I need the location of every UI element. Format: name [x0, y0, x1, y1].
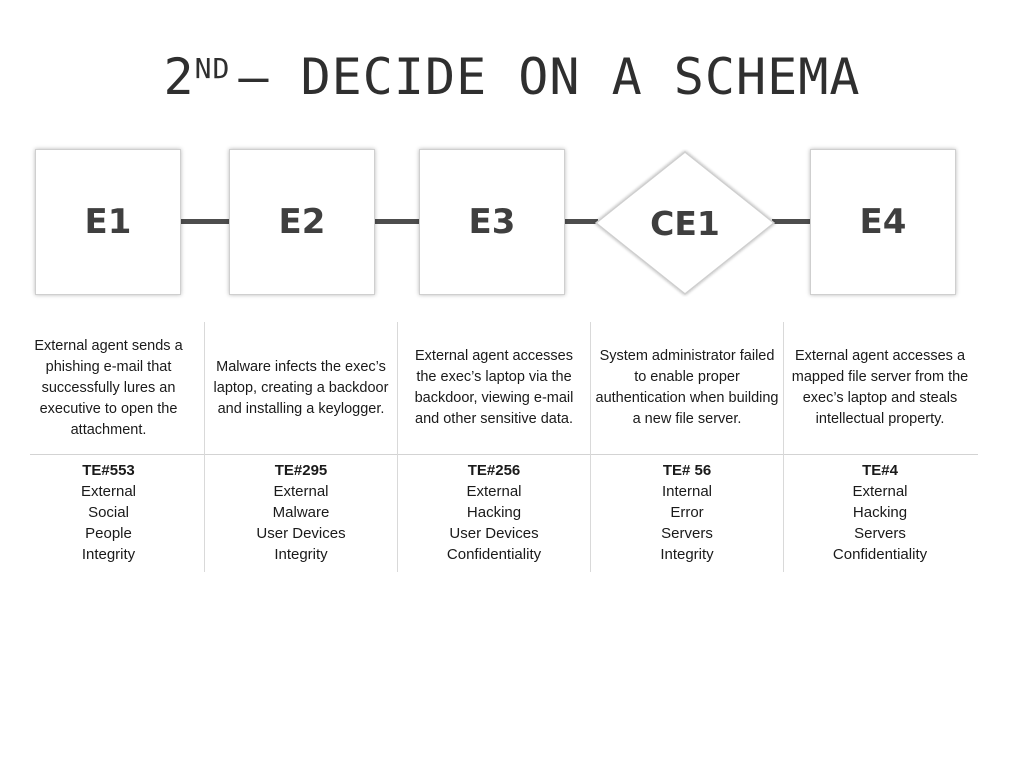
- tag-action: Hacking: [466, 504, 522, 521]
- tag-action: Social: [88, 504, 129, 521]
- node-e2: [229, 149, 375, 295]
- tag-actor: External: [80, 483, 137, 500]
- column-e2: [204, 322, 397, 572]
- tag-asset: User Devices: [256, 525, 346, 542]
- tags-e1: [12, 460, 205, 565]
- title-number: 2: [163, 48, 195, 106]
- tag-asset: People: [85, 525, 132, 542]
- description-ce1: [591, 322, 783, 454]
- description-e3: [398, 322, 590, 454]
- tag-attribute: Integrity: [274, 546, 328, 563]
- te-id: TE#4: [862, 462, 898, 479]
- node-ce1-label: CE1: [650, 203, 720, 243]
- node-e3-label: E3: [468, 202, 516, 242]
- te-id: TE# 56: [662, 462, 712, 479]
- description-e1: [12, 322, 205, 454]
- connector-ce1-e4: [772, 219, 812, 224]
- tags-e3: [398, 460, 590, 565]
- description-text: External agent accesses the exec’s laptop via the backdoor, viewing e-mail and other sensitive data.: [414, 348, 574, 427]
- tag-asset: Servers: [854, 525, 906, 542]
- title-text: – DECIDE ON A SCHEMA: [238, 48, 861, 106]
- tag-actor: External: [852, 483, 908, 500]
- description-text: External agent sends a phishing e-mail that successfully lures an executive to open the attachment.: [34, 337, 183, 438]
- tag-attribute: Integrity: [660, 546, 714, 563]
- tag-attribute: Confidentiality: [446, 546, 542, 563]
- te-id: TE#295: [274, 462, 328, 479]
- column-e3: [397, 322, 590, 572]
- tag-asset: User Devices: [449, 525, 539, 542]
- tags-e2: [205, 460, 397, 565]
- node-e1-label: E1: [84, 202, 132, 242]
- tags-e4: [784, 460, 976, 565]
- node-e2-label: E2: [278, 202, 326, 242]
- node-e4: [810, 149, 956, 295]
- node-e3: [419, 149, 565, 295]
- tag-attribute: Integrity: [81, 546, 136, 563]
- column-e4: [783, 322, 976, 572]
- tag-asset: Servers: [661, 525, 713, 542]
- description-text: External agent accesses a mapped file server from the exec’s laptop and steals intellectual property.: [791, 348, 969, 427]
- node-ce1: [593, 149, 777, 297]
- tag-attribute: Confidentiality: [832, 546, 928, 563]
- node-e1: [35, 149, 181, 295]
- connector-e1-e2: [180, 219, 232, 224]
- te-id: TE#256: [467, 462, 521, 479]
- tag-action: Hacking: [852, 504, 908, 521]
- tag-action: Malware: [272, 504, 330, 521]
- column-e1: [12, 322, 205, 572]
- description-text: System administrator failed to enable proper authentication when building a new file server.: [595, 348, 779, 427]
- tag-actor: External: [466, 483, 522, 500]
- column-ce1: [590, 322, 783, 572]
- node-e4-label: E4: [859, 202, 907, 242]
- description-e4: [784, 322, 976, 454]
- connector-e2-e3: [374, 219, 422, 224]
- description-text: Malware infects the exec’s laptop, creating a backdoor and installing a keylogger.: [213, 358, 389, 417]
- description-e2: [205, 322, 397, 454]
- tag-actor: Internal: [661, 483, 713, 500]
- title-ordinal: ND: [194, 52, 231, 85]
- tag-action: Error: [670, 504, 704, 521]
- tag-actor: External: [273, 483, 329, 500]
- te-id: TE#553: [82, 462, 135, 479]
- tags-ce1: [591, 460, 783, 565]
